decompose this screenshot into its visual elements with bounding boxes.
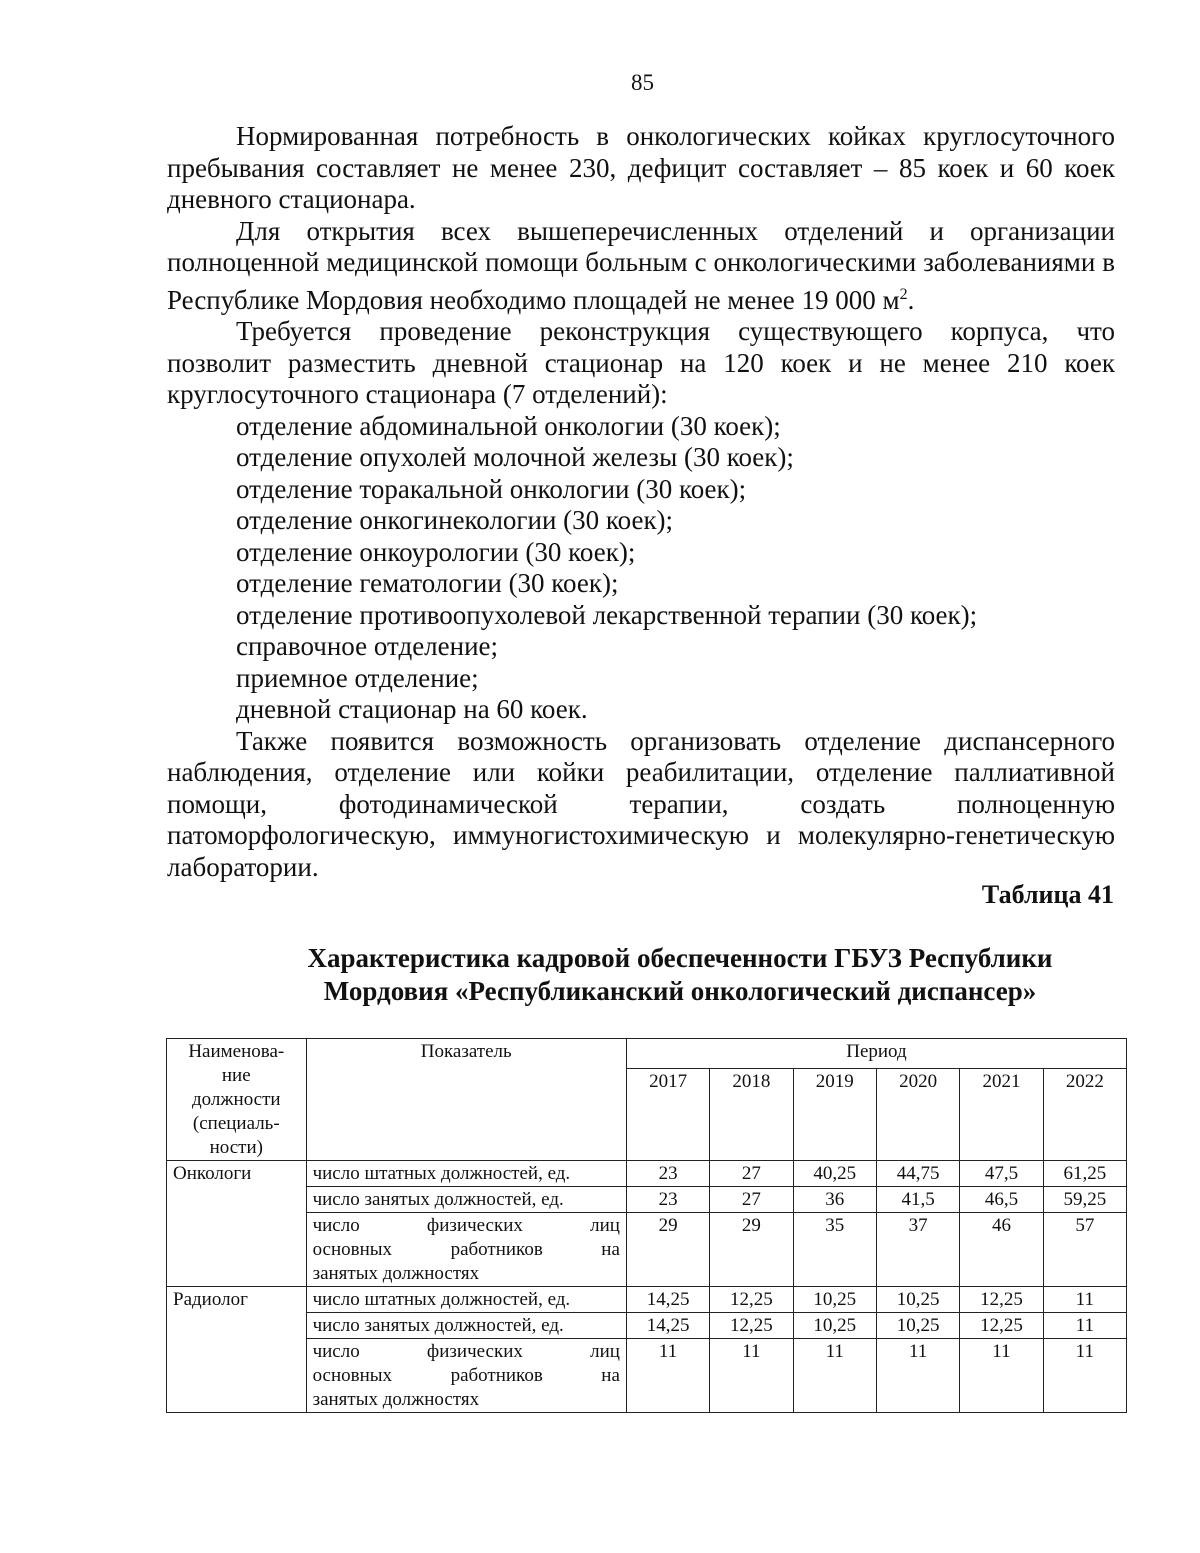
header-year: 2020 [876,1069,959,1161]
header-year: 2017 [626,1069,709,1161]
value-cell: 10,25 [876,1313,959,1339]
table-header-row [167,1039,1127,1069]
header-year: 2019 [793,1069,876,1161]
value-cell: 27 [710,1187,793,1213]
paragraph-reconstruction: Требуется проведение реконструкция существующего корпуса, что позволит разместить дневной стационар на 120 коек и не менее 210 коек круглосуточного стационара (7 отделений): [167,316,1115,409]
header-indicator: Показатель [306,1039,626,1161]
value-cell: 11 [960,1339,1043,1413]
paragraph-area-text: Для открытия всех вышеперечисленных отделений и организации полноценной медицинской помощи больным с онкологическими заболеваниями в Республике Мордовия необходимо площадей не менее 19 000 м [167,215,1115,315]
paragraph-bed-need: Нормированная потребность в онкологических койках круглосуточного пребывания составляет не менее 230, дефицит составляет – 85 коек и 60 коек дневного стационара. [167,121,1115,214]
header-line: Наименова- [188,1041,285,1062]
page-number: 85 [631,70,654,95]
value-cell: 40,25 [793,1161,876,1187]
list-item: отделение гематологии (30 коек); [236,568,619,598]
indicator-cell: число занятых должностей, ед. [306,1313,626,1339]
value-cell: 12,25 [960,1287,1043,1313]
indicator-cell: число занятых должностей, ед. [306,1187,626,1213]
list-item: отделение опухолей молочной железы (30 коек); [236,442,794,472]
value-cell: 59,25 [1043,1187,1126,1213]
list-item: отделение онкоурологии (30 коек); [236,536,636,567]
table-title [230,942,1130,1008]
value-cell: 46,5 [960,1187,1043,1213]
indicator-line: основных работников на [312,1365,620,1386]
indicator-line: основных работников на [312,1239,620,1260]
list-item: справочное отделение; [236,631,499,661]
value-cell: 35 [793,1213,876,1287]
value-cell: 37 [876,1213,959,1287]
value-cell: 23 [626,1187,709,1213]
table-row [167,1287,1127,1313]
value-cell: 46 [960,1213,1043,1287]
position-name: Радиолог [167,1287,307,1413]
list-item: отделение абдоминальной онкологии (30 коек); [236,410,781,441]
value-cell: 61,25 [1043,1161,1126,1187]
value-cell: 23 [626,1161,709,1187]
value-cell: 57 [1043,1213,1126,1287]
value-cell: 14,25 [626,1313,709,1339]
list-item: отделение торакальной онкологии (30 коек); [236,473,747,504]
value-cell: 27 [710,1161,793,1187]
value-cell: 11 [1043,1313,1126,1339]
table-row [167,1213,1127,1287]
table-row [167,1187,1127,1213]
indicator-cell: число штатных должностей, ед. [306,1161,626,1187]
header-line: ние [221,1065,251,1086]
position-name: Онкологи [167,1161,307,1287]
value-cell: 29 [710,1213,793,1287]
header-year: 2021 [960,1069,1043,1161]
superscript-2: 2 [899,285,908,303]
list-item: дневной стационар на 60 коек. [236,694,588,724]
table-label: Таблица 41 [981,880,1114,909]
indicator-line: занятых должностях [312,1389,480,1410]
value-cell: 10,25 [793,1287,876,1313]
table-row [167,1161,1127,1187]
value-cell: 36 [793,1187,876,1213]
value-cell: 11 [876,1339,959,1413]
body-text [167,121,1115,883]
value-cell: 44,75 [876,1161,959,1187]
value-cell: 11 [626,1339,709,1413]
value-cell: 12,25 [710,1287,793,1313]
list-item: отделение онкогинекологии (30 коек); [236,505,674,535]
value-cell: 11 [710,1339,793,1413]
indicator-cell: число штатных должностей, ед. [306,1287,626,1313]
indicator-line: число физических лиц [312,1215,620,1236]
value-cell: 11 [793,1339,876,1413]
indicator-cell [306,1213,626,1287]
value-cell: 10,25 [793,1313,876,1339]
header-period: Период [626,1039,1126,1069]
value-cell: 41,5 [876,1187,959,1213]
value-cell: 29 [626,1213,709,1287]
header-line: ности) [209,1137,263,1158]
paragraph-area-need [167,216,1115,317]
header-line: должности [192,1089,281,1110]
header-position-name [167,1039,307,1161]
value-cell: 12,25 [710,1313,793,1339]
staffing-table [166,1038,1127,1413]
value-cell: 47,5 [960,1161,1043,1187]
header-year: 2022 [1043,1069,1126,1161]
value-cell: 10,25 [876,1287,959,1313]
value-cell: 11 [1043,1287,1126,1313]
paragraph-opportunities: Также появится возможность организовать отделение диспансерного наблюдения, отделение или койки реабилитации, отделение паллиативной помощи, фотодинамической терапии, создать полноценную патоморфологическую, иммуногистохимическую и молекулярно-генетическую лаборатории. [167,725,1115,882]
indicator-cell [306,1339,626,1413]
list-item: приемное отделение; [236,662,479,693]
paragraph-area-end: . [907,284,915,315]
value-cell: 12,25 [960,1313,1043,1339]
table-title-line: Характеристика кадровой обеспеченности ГБУЗ Республики [307,943,1053,973]
table-row [167,1313,1127,1339]
header-year: 2018 [710,1069,793,1161]
value-cell: 14,25 [626,1287,709,1313]
table-title-line: Мордовия «Республиканский онкологический диспансер» [323,976,1037,1006]
indicator-line: занятых должностях [312,1263,480,1284]
indicator-line: число физических лиц [312,1341,620,1362]
table-row [167,1339,1127,1413]
header-line: (специаль- [192,1113,280,1134]
value-cell: 11 [1043,1339,1126,1413]
list-item: отделение противоопухолевой лекарственной терапии (30 коек); [236,599,978,630]
